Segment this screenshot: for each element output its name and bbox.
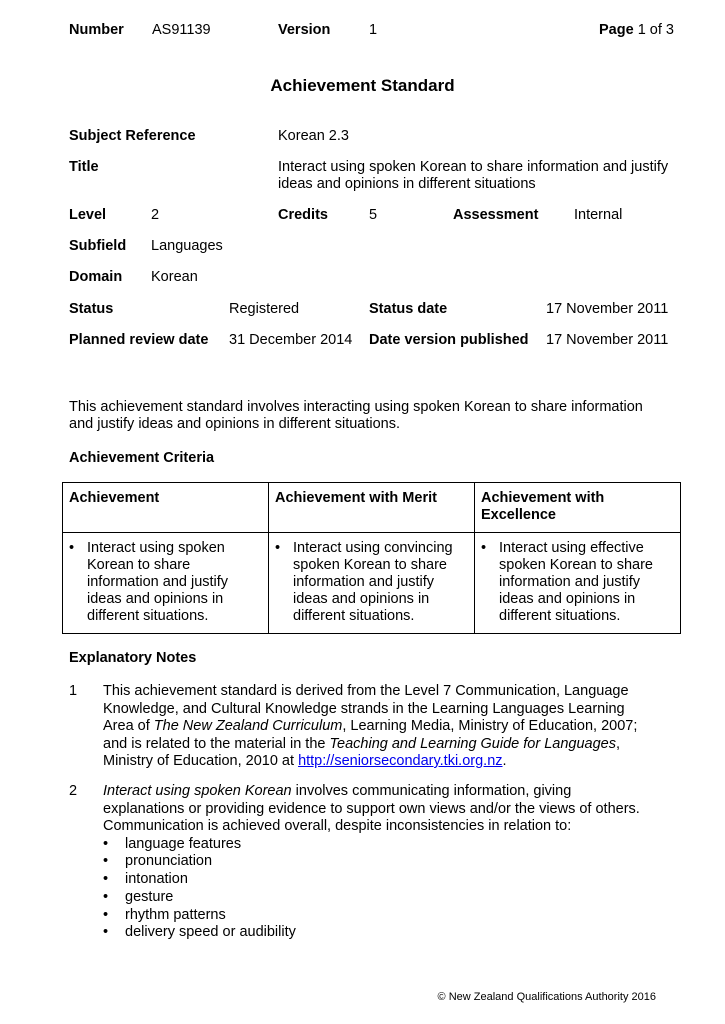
criteria-cell-excellence: • Interact using effective spoken Korean to share information and justify ideas and opinions in different situations. bbox=[475, 533, 681, 634]
version-value: 1 bbox=[369, 22, 378, 38]
title-value-line2: ideas and opinions in different situations bbox=[278, 176, 536, 192]
domain-value: Korean bbox=[151, 269, 198, 285]
status-date-value: 17 November 2011 bbox=[546, 301, 669, 317]
list-item: • pronunciation bbox=[103, 853, 213, 870]
page-label: Page bbox=[599, 22, 634, 38]
bullet-icon: • bbox=[103, 924, 109, 941]
guide-title: Teaching and Learning Guide for Languages bbox=[329, 735, 616, 752]
criteria-header-excellence: Achievement with Excellence bbox=[475, 483, 681, 533]
subject-reference-label: Subject Reference bbox=[69, 128, 196, 144]
version-label: Version bbox=[278, 22, 331, 38]
inconsistency-list bbox=[103, 836, 663, 943]
planned-review-value: 31 December 2014 bbox=[229, 332, 353, 348]
subfield-label: Subfield bbox=[69, 238, 127, 254]
page-title: Achievement Standard bbox=[270, 76, 455, 95]
criteria-header-achievement: Achievement bbox=[63, 483, 269, 533]
assessment-value: Internal bbox=[574, 207, 623, 223]
criteria-header-row bbox=[63, 483, 681, 533]
bullet-icon: • bbox=[103, 871, 109, 888]
bullet-icon: • bbox=[103, 853, 109, 870]
note-2-number: 2 bbox=[69, 783, 78, 799]
copyright-footer: © New Zealand Qualifications Authority 2016 bbox=[437, 991, 656, 1003]
list-item: • language features bbox=[103, 835, 242, 852]
criteria-header-merit: Achievement with Merit bbox=[269, 483, 475, 533]
criteria-heading: Achievement Criteria bbox=[69, 450, 215, 466]
criteria-body-row bbox=[63, 533, 681, 634]
bullet-icon: • bbox=[103, 835, 109, 852]
list-item: • rhythm patterns bbox=[103, 906, 226, 923]
intro-line-1: This achievement standard involves interacting using spoken Korean to share information bbox=[69, 399, 643, 415]
planned-review-label: Planned review date bbox=[69, 332, 209, 348]
bullet-icon: • bbox=[103, 906, 109, 923]
level-label: Level bbox=[69, 207, 107, 223]
bullet-icon: • bbox=[481, 540, 487, 556]
number-value: AS91139 bbox=[152, 22, 211, 38]
bullet-icon: • bbox=[275, 540, 281, 556]
date-published-label: Date version published bbox=[369, 332, 529, 348]
page-value: 1 of 3 bbox=[637, 22, 674, 38]
title-value-line1: Interact using spoken Korean to share information and justify bbox=[278, 159, 669, 175]
tki-link[interactable]: http://seniorsecondary.tki.org.nz bbox=[298, 753, 503, 769]
level-value: 2 bbox=[151, 207, 160, 223]
curriculum-title: The New Zealand Curriculum bbox=[153, 718, 343, 734]
status-value: Registered bbox=[229, 301, 300, 317]
title-label: Title bbox=[69, 159, 99, 175]
credits-value: 5 bbox=[369, 207, 378, 223]
status-label: Status bbox=[69, 301, 114, 317]
criteria-cell-achievement: • Interact using spoken Korean to share information and justify ideas and opinions in different situations. bbox=[63, 533, 269, 634]
criteria-table bbox=[62, 482, 681, 634]
list-item: • delivery speed or audibility bbox=[103, 924, 296, 941]
number-label: Number bbox=[69, 22, 124, 38]
domain-label: Domain bbox=[69, 269, 123, 285]
note-1-number: 1 bbox=[69, 683, 78, 699]
date-published-value: 17 November 2011 bbox=[546, 332, 669, 348]
page-indicator bbox=[599, 22, 674, 39]
list-item: • gesture bbox=[103, 888, 174, 905]
status-date-label: Status date bbox=[369, 301, 448, 317]
bullet-icon: • bbox=[103, 888, 109, 905]
note-2: Interact using spoken Korean involves communicating information, giving explanations or providing evidence to support own views and/or the views of others. Communication is achieved overall, despite inconsistencies in relation to: • language features • pronunciation • intonation • gesture • rhythm patterns • delivery speed or audibility bbox=[103, 783, 663, 942]
subject-reference-value: Korean 2.3 bbox=[278, 128, 349, 144]
intro-line-2: and justify ideas and opinions in different situations. bbox=[69, 416, 401, 432]
criteria-cell-merit: • Interact using convincing spoken Korean to share information and justify ideas and opinions in different situations. bbox=[269, 533, 475, 634]
note-1: This achievement standard is derived from the Level 7 Communication, Language Knowledge, and Cultural Knowledge strands in the Learning Languages Learning Area of The New Zealand Curriculum, Learning Media, Ministry of Education, 2007; and is related to the material in the Teaching and Learning Guide for Languages, Ministry of Education, 2010 at http://seniorsecondary.tki.org.nz. bbox=[103, 683, 638, 769]
notes-heading: Explanatory Notes bbox=[69, 650, 197, 666]
bullet-icon: • bbox=[69, 540, 75, 556]
subfield-value: Languages bbox=[151, 238, 223, 254]
assessment-label: Assessment bbox=[453, 207, 539, 223]
list-item: • intonation bbox=[103, 871, 188, 888]
credits-label: Credits bbox=[278, 207, 328, 223]
